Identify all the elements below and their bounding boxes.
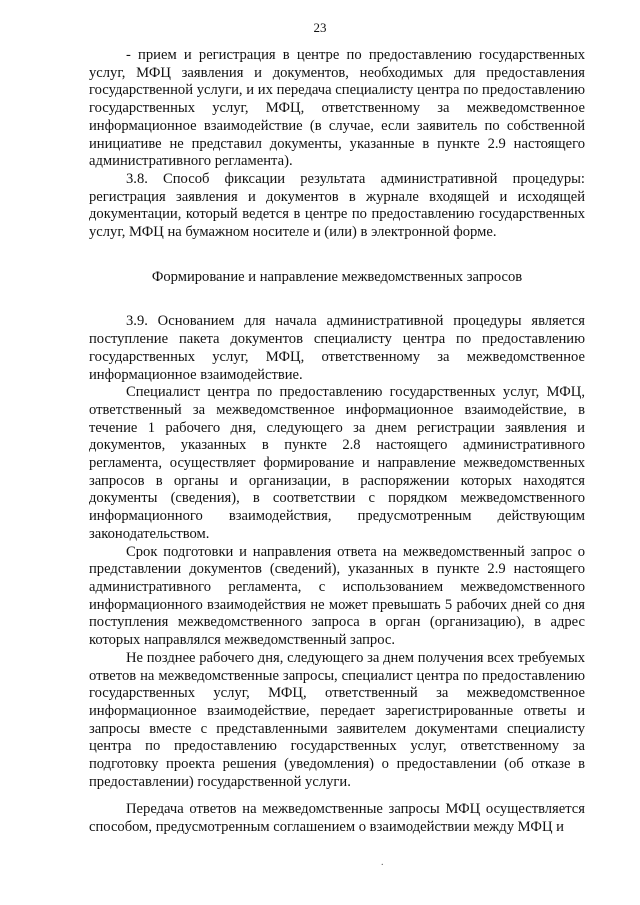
section-heading: Формирование и направление межведомственных запросов <box>151 268 523 285</box>
paragraph-intake-registration: - прием и регистрация в центре по предоставлению государственных услуг, МФЦ заявления и документов, необходимых для предоставления государственной услуги, и их передача специалисту центра по предоставлению государственных услуг, МФЦ, ответственному за межведомственное информационное взаимодействие (в случае, если заявитель по собственной инициативе не представил документы, указанные в пункте 2.9 настоящего административного регламента). <box>89 47 585 170</box>
paragraph-specialist-requests: Специалист центра по предоставлению государственных услуг, МФЦ, ответственный за межведомственное информационное взаимодействие, в течение 1 рабочего дня, следующего за днем регистрации заявления и документов, указанных в пункте 2.8 настоящего административного регламента, осуществляет формирование и направление межведомственных запросов в органы и организации, в распоряжении которых находятся документы (сведения), в соответствии с порядком межведомственного информационного взаимодействия, предусмотренным действующим законодательством. <box>89 384 585 542</box>
page-number: 23 <box>313 20 327 35</box>
footer-mark: . <box>381 857 384 868</box>
paragraph-response-deadline: Срок подготовки и направления ответа на межведомственный запрос о представлении документов (сведений), указанных в пункте 2.9 настоящего административного регламента, с использованием межведомственного информационного взаимодействия не может превышать 5 рабочих дней со дня поступления межведомственного запроса в орган (организацию), в адрес которых направлялся межведомственный запрос. <box>89 543 585 649</box>
paragraph-responses-transfer: Не позднее рабочего дня, следующего за днем получения всех требуемых ответов на межведомственные запросы, специалист центра по предоставлению государственных услуг, МФЦ, ответственный за межведомственное информационное взаимодействие, передает зарегистрированные ответы и запросы вместе с представленными заявителем документами специалисту центра по предоставлению государственных услуг, ответственному за подготовку проекта решения (уведомления) о предоставлении (об отказе в предоставлении) государственной услуги. <box>89 649 585 790</box>
paragraph-3-9-grounds: 3.9. Основанием для начала административной процедуры является поступление пакета документов специалисту центра по предоставлению государственных услуг, МФЦ, ответственному за межведомственное информационное взаимодействие. <box>89 313 585 383</box>
paragraph-mfc-transfer: Передача ответов на межведомственные запросы МФЦ осуществляется способом, предусмотренным соглашением о взаимодействии между МФЦ и <box>89 801 585 836</box>
document-body <box>89 47 585 837</box>
paragraph-3-8-result-recording: 3.8. Способ фиксации результата административной процедуры: регистрация заявления и документов в журнале входящей и исходящей документации, который ведется в центре по предоставлению государственных услуг, МФЦ на бумажном носителе и (или) в электронной форме. <box>89 170 585 241</box>
